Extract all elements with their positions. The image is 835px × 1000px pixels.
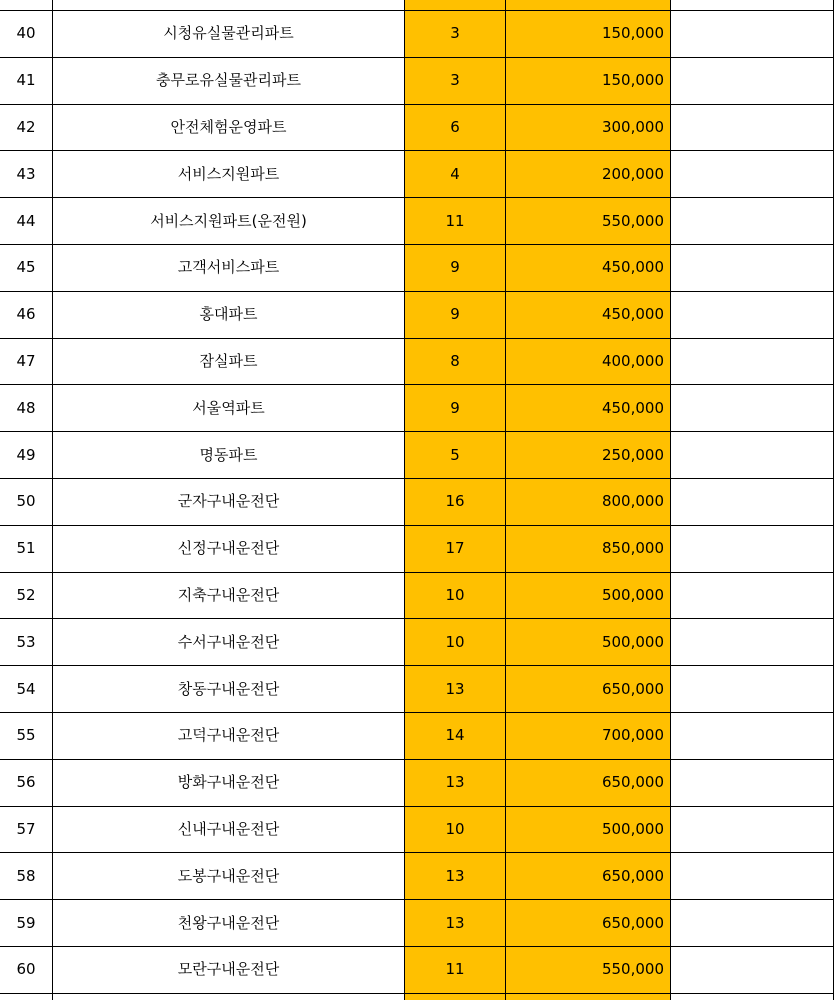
cell-no [0, 0, 53, 11]
cell-name: 안전체험운영파트 [53, 104, 405, 151]
table-row [0, 291, 834, 338]
cell-amount: 150,000 [506, 57, 671, 104]
cell-count [405, 0, 506, 11]
cell-count: 13 [405, 759, 506, 806]
cell-name [53, 993, 405, 1000]
table-row [0, 478, 834, 525]
table-row [0, 806, 834, 853]
table-row [0, 525, 834, 572]
cell-no: 41 [0, 57, 53, 104]
cell-amount: 650,000 [506, 666, 671, 713]
cell-no: 42 [0, 104, 53, 151]
cell-note [671, 525, 834, 572]
cell-note [671, 712, 834, 759]
cell-count: 13 [405, 900, 506, 947]
cell-count: 9 [405, 385, 506, 432]
cell-amount: 850,000 [506, 525, 671, 572]
cell-name: 도봉구내운전단 [53, 853, 405, 900]
cell-count: 8 [405, 338, 506, 385]
cell-count: 3 [405, 11, 506, 58]
cell-count: 13 [405, 666, 506, 713]
cell-no: 53 [0, 619, 53, 666]
cell-amount: 500,000 [506, 572, 671, 619]
cell-name: 군자구내운전단 [53, 478, 405, 525]
cell-no: 56 [0, 759, 53, 806]
cell-count: 11 [405, 946, 506, 993]
table-row [0, 666, 834, 713]
cell-no: 52 [0, 572, 53, 619]
table-row [0, 57, 834, 104]
cell-no: 55 [0, 712, 53, 759]
cell-no: 54 [0, 666, 53, 713]
cell-name: 명동파트 [53, 432, 405, 479]
cell-name: 신내구내운전단 [53, 806, 405, 853]
cell-note [671, 385, 834, 432]
cell-note [671, 572, 834, 619]
cell-count: 10 [405, 619, 506, 666]
cell-note [671, 478, 834, 525]
cell-count: 3 [405, 57, 506, 104]
cell-note [671, 619, 834, 666]
cell-name: 잠실파트 [53, 338, 405, 385]
cell-no: 40 [0, 11, 53, 58]
cell-amount: 550,000 [506, 946, 671, 993]
cell-count: 5 [405, 432, 506, 479]
cell-note [671, 57, 834, 104]
cell-name: 방화구내운전단 [53, 759, 405, 806]
cell-name: 신정구내운전단 [53, 525, 405, 572]
cell-count: 16 [405, 478, 506, 525]
cell-count: 9 [405, 244, 506, 291]
cell-note [671, 993, 834, 1000]
cell-count: 4 [405, 151, 506, 198]
cell-count: 10 [405, 572, 506, 619]
cell-note [671, 104, 834, 151]
cell-no: 44 [0, 198, 53, 245]
cell-amount: 700,000 [506, 712, 671, 759]
cell-amount: 650,000 [506, 853, 671, 900]
cell-amount [506, 993, 671, 1000]
cell-name: 서울역파트 [53, 385, 405, 432]
cell-no: 43 [0, 151, 53, 198]
table-row-partial-top [0, 0, 834, 11]
cell-amount: 200,000 [506, 151, 671, 198]
table-row [0, 385, 834, 432]
cell-amount: 550,000 [506, 198, 671, 245]
cell-no: 49 [0, 432, 53, 479]
cell-no: 47 [0, 338, 53, 385]
cell-note [671, 853, 834, 900]
cell-name: 수서구내운전단 [53, 619, 405, 666]
cell-note [671, 338, 834, 385]
table-row-partial-bottom [0, 993, 834, 1000]
cell-count: 11 [405, 198, 506, 245]
table-row [0, 946, 834, 993]
cell-note [671, 291, 834, 338]
cell-note [671, 806, 834, 853]
cell-name: 시청유실물관리파트 [53, 11, 405, 58]
table-row [0, 712, 834, 759]
cell-no: 50 [0, 478, 53, 525]
cell-name: 고덕구내운전단 [53, 712, 405, 759]
cell-amount: 450,000 [506, 385, 671, 432]
cell-no: 45 [0, 244, 53, 291]
cell-no: 58 [0, 853, 53, 900]
cell-note [671, 244, 834, 291]
cell-no [0, 993, 53, 1000]
cell-no: 48 [0, 385, 53, 432]
cell-name: 모란구내운전단 [53, 946, 405, 993]
table-row [0, 11, 834, 58]
table-row [0, 619, 834, 666]
cell-name: 고객서비스파트 [53, 244, 405, 291]
cell-note [671, 151, 834, 198]
cell-note [671, 900, 834, 947]
cell-name: 천왕구내운전단 [53, 900, 405, 947]
cell-amount: 800,000 [506, 478, 671, 525]
cell-amount: 450,000 [506, 244, 671, 291]
cell-count: 17 [405, 525, 506, 572]
table-row [0, 759, 834, 806]
cell-amount: 650,000 [506, 759, 671, 806]
cell-name: 서비스지원파트 [53, 151, 405, 198]
cell-amount: 500,000 [506, 619, 671, 666]
cell-name: 서비스지원파트(운전원) [53, 198, 405, 245]
cell-name: 홍대파트 [53, 291, 405, 338]
table-row [0, 151, 834, 198]
table-row [0, 244, 834, 291]
cell-name: 충무로유실물관리파트 [53, 57, 405, 104]
cell-note [671, 432, 834, 479]
cell-note [671, 946, 834, 993]
cell-name: 창동구내운전단 [53, 666, 405, 713]
table-row [0, 900, 834, 947]
table-row [0, 338, 834, 385]
cell-amount: 250,000 [506, 432, 671, 479]
cell-no: 59 [0, 900, 53, 947]
cell-note [671, 759, 834, 806]
cell-count [405, 993, 506, 1000]
cell-amount: 400,000 [506, 338, 671, 385]
cell-no: 46 [0, 291, 53, 338]
cell-amount: 450,000 [506, 291, 671, 338]
cell-count: 10 [405, 806, 506, 853]
cell-amount: 650,000 [506, 900, 671, 947]
table-row [0, 572, 834, 619]
cell-count: 14 [405, 712, 506, 759]
table-row [0, 853, 834, 900]
cell-note [671, 11, 834, 58]
cell-name: 지축구내운전단 [53, 572, 405, 619]
cell-note [671, 666, 834, 713]
table-row [0, 198, 834, 245]
cell-count: 9 [405, 291, 506, 338]
cell-name [53, 0, 405, 11]
cell-note [671, 198, 834, 245]
cell-no: 57 [0, 806, 53, 853]
cell-no: 60 [0, 946, 53, 993]
table-row [0, 104, 834, 151]
cell-amount: 150,000 [506, 11, 671, 58]
cell-no: 51 [0, 525, 53, 572]
cell-amount [506, 0, 671, 11]
cell-note [671, 0, 834, 11]
table-row [0, 432, 834, 479]
cell-amount: 300,000 [506, 104, 671, 151]
cell-amount: 500,000 [506, 806, 671, 853]
cell-count: 13 [405, 853, 506, 900]
cell-count: 6 [405, 104, 506, 151]
